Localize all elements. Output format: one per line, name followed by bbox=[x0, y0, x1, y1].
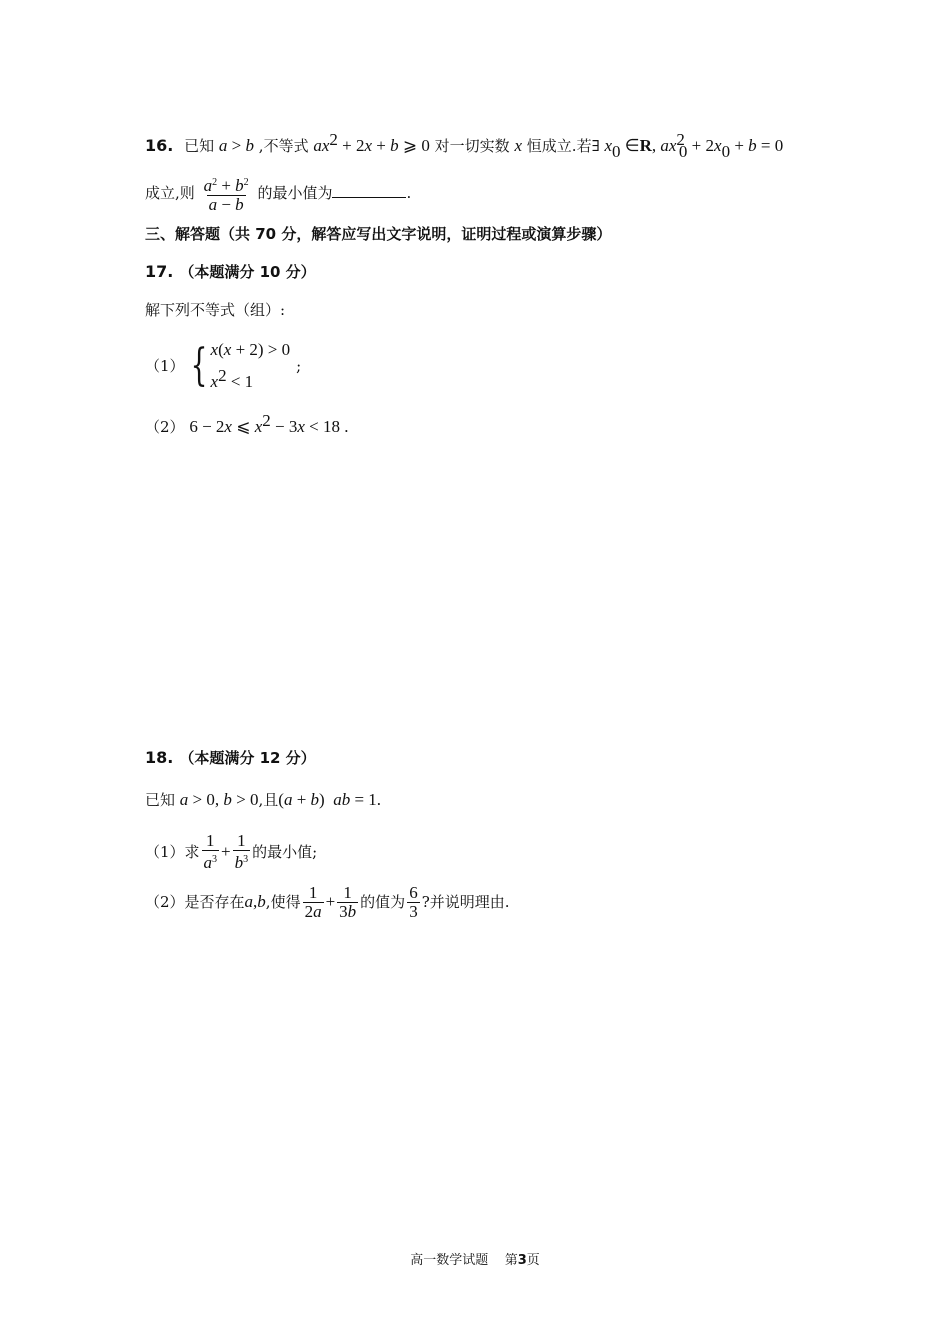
q18-header bbox=[145, 748, 316, 768]
q18-number: 18. bbox=[145, 748, 174, 767]
q17-sub1: （1） { x(x + 2) > 0 $x^2 < 1$ ; bbox=[145, 340, 301, 392]
q16-answer-blank bbox=[332, 183, 406, 198]
q18-sub1: （1）求 $\frac{1}{a^3}$ + $\frac{1}{b^3}$ 的最小值; bbox=[145, 831, 318, 872]
q16-math-a-gt-b: a bbox=[218, 136, 228, 155]
q17-sub1-label: （1） bbox=[145, 357, 185, 375]
q17-sub2: （2） 6 − 2x ⩽ $x^2 - 3x < 18$ . bbox=[145, 411, 349, 436]
q17-system: { x(x + 2) > 0 $x^2 < 1$ bbox=[190, 340, 291, 391]
q18-score: （本题满分 12 分） bbox=[179, 749, 316, 767]
q18-given: 已知 a > 0, b > 0,且(a + b) ab = 1. bbox=[145, 790, 382, 809]
q16-text-4: 恒成立.若∃ bbox=[526, 137, 600, 155]
page-footer bbox=[0, 1249, 950, 1268]
q17-sub2-label: （2） bbox=[145, 418, 185, 436]
q17-header bbox=[145, 262, 316, 282]
q17-score: （本题满分 10 分） bbox=[179, 263, 316, 281]
q16-math-exists: x bbox=[604, 136, 613, 155]
q16-math-ineq: ax bbox=[313, 136, 330, 155]
q17-number: 17. bbox=[145, 262, 174, 281]
q16-line2: 成立,则 $\frac{a^2 + b^2}{a - b}$ 的最小值为 . bbox=[145, 176, 412, 214]
q16-text-1: 已知 bbox=[184, 137, 215, 155]
q16-fraction: $\frac{a^2 + b^2}{a - b}$ bbox=[203, 176, 249, 214]
q16-text-2: ,不等式 bbox=[258, 137, 309, 155]
q16-text-5: 成立,则 bbox=[145, 184, 195, 202]
section3-title: 三、解答题（共 70 分，解答应写出文字说明，证明过程或演算步骤） bbox=[145, 225, 612, 243]
footer-title: 高一数学试题 bbox=[410, 1253, 489, 1268]
q16-line1: 16. 已知 a > b ,不等式 $ax^2 + 2x + b$ ⩾ 0 对一切实数 x 恒成立.若∃ $x_0$ ∈R, $ax^2_0 + 2x_0 + b = 0$ bbox=[145, 130, 784, 161]
q16-text-6: 的最小值为 bbox=[257, 184, 333, 202]
q17-prompt: 解下列不等式（组）: bbox=[145, 301, 286, 319]
q16-text-3: 对一切实数 bbox=[434, 137, 510, 155]
q16-number: 16. bbox=[145, 136, 174, 155]
footer-page: 第3页 bbox=[504, 1253, 540, 1268]
q18-sub2: （2）是否存在 a , b ,使得 $\frac{1}{2a}$ + $\frac{1}{3b}$ 的值为 $\frac{6}{3}$ ?并说明理由. bbox=[145, 882, 510, 921]
